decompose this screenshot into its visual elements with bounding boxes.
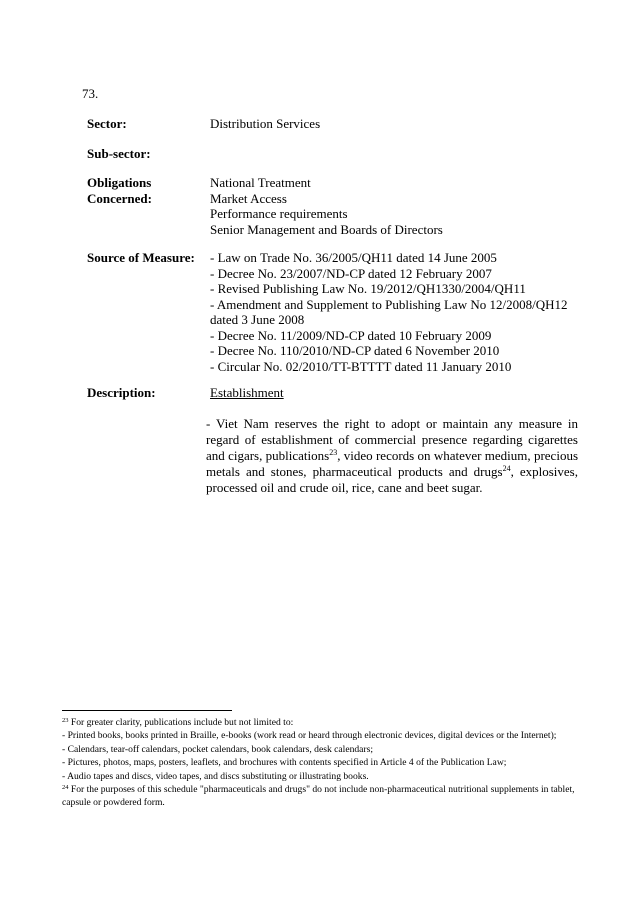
source-item: - Amendment and Supplement to Publishing Law No 12/2008/QH12 [210, 296, 568, 312]
obligations-label [87, 175, 205, 206]
source-values [210, 250, 580, 374]
obligation-item: Market Access [210, 190, 287, 206]
footnote-23-mark: 23 [62, 717, 69, 724]
description-text-part2: , video records on whatever medium, precious metals and stones, pharmaceutical products and drugs [206, 448, 578, 479]
footnote-23-item: - Audio tapes and discs, video tapes, and discs substituting or illustrating books. [62, 770, 369, 782]
sector-value: Distribution Services [210, 116, 321, 131]
source-item: - Circular No. 02/2010/TT-BTTTT dated 11 January 2010 [210, 358, 512, 374]
footnote-23-item: - Calendars, tear-off calendars, pocket calendars, book calendars, desk calendars; [62, 743, 374, 755]
obligations-label-line2: Concerned: [87, 190, 152, 206]
source-item: - Decree No. 110/2010/ND-CP dated 6 November 2010 [210, 343, 500, 358]
source-item: - Law on Trade No. 36/2005/QH11 dated 14 June 2005 [210, 250, 497, 265]
footnote-23 [62, 716, 578, 729]
source-item: - Decree No. 11/2009/ND-CP dated 10 February 2009 [210, 327, 492, 343]
page-number: 73. [82, 86, 99, 101]
footnote-ref-23: 23 [329, 448, 338, 457]
description-paragraph [206, 416, 578, 496]
footnote-24 [62, 783, 578, 810]
obligations-values [210, 175, 580, 237]
sector-label: Sector: [87, 116, 127, 131]
source-item: - Revised Publishing Law No. 19/2012/QH1330/2004/QH11 [210, 281, 526, 296]
source-item: dated 3 June 2008 [210, 312, 305, 327]
source-item: - Decree No. 23/2007/ND-CP dated 12 February 2007 [210, 265, 492, 281]
obligation-item: Performance requirements [210, 206, 348, 221]
description-text-part1: - Viet Nam reserves the right to adopt or maintain any measure in regard of establishment of commercial presence regarding cigarettes and cigars, publications [206, 416, 578, 463]
sub-sector-label: Sub-sector: [87, 146, 151, 161]
description-heading: Establishment [210, 385, 284, 400]
footnote-23-item: - Printed books, books printed in Braille, e-books (work read or heard through electronic devices, digital devices or the Internet); [62, 730, 557, 742]
footnote-ref-24: 24 [502, 464, 511, 473]
footnote-divider [62, 710, 232, 711]
footnote-24-mark: 24 [62, 784, 69, 792]
obligations-label-line1: Obligations [87, 175, 152, 190]
footnote-23-item: - Pictures, photos, maps, posters, leaflets, and brochures with contents specified in Article 4 of the Publication Law; [62, 757, 507, 769]
source-label: Source of Measure: [87, 250, 195, 265]
description-text-part3: , explosives, processed oil and crude oil, rice, cane and beet sugar. [206, 464, 578, 495]
footnotes [62, 716, 578, 810]
footnote-23-text: For greater clarity, publications include but not limited to: [68, 717, 294, 728]
obligation-item: Senior Management and Boards of Directors [210, 221, 443, 237]
footnote-24-text: For the purposes of this schedule "pharmaceuticals and drugs" do not include non-pharmaceutical nutritional supplements in tablet, capsule or powdered form. [62, 784, 575, 809]
obligation-item: National Treatment [210, 175, 311, 190]
description-label: Description: [87, 385, 156, 400]
